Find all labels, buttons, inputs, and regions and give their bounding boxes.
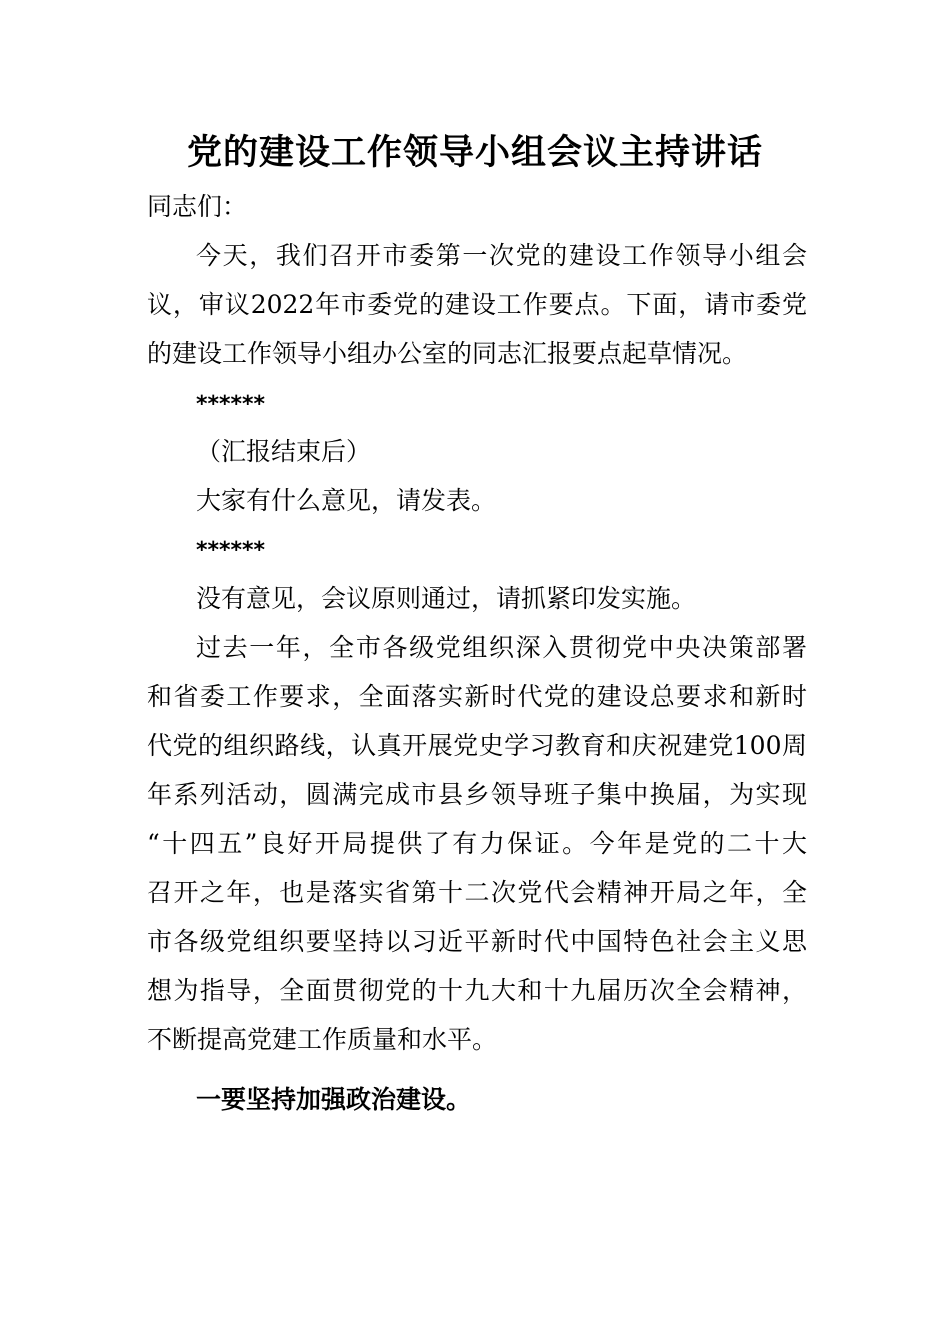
document-title: 党的建设工作领导小组会议主持讲话 [186, 133, 763, 173]
ask-opinions: 大家有什么意见，请发表。 [196, 486, 497, 515]
paragraph2-line: 市各级党组织要坚持以习近平新时代中国特色社会主义思 [147, 927, 807, 956]
separator: ****** [196, 538, 266, 563]
salutation: 同志们： [147, 192, 248, 221]
paragraph1-line: 议，审议2022年市委党的建设工作要点。下面，请市委党 [147, 290, 807, 319]
separator: ****** [196, 392, 266, 417]
paragraph2-line: 年系列活动，圆满完成市县乡领导班子集中换届，为实现 [147, 780, 807, 809]
paragraph2-line: 召开之年，也是落实省第十二次党代会精神开局之年，全 [147, 878, 807, 907]
paragraph2-line: 和省委工作要求，全面落实新时代党的建设总要求和新时 [147, 682, 807, 711]
paragraph2-line: “十四五”良好开局提供了有力保证。今年是党的二十大 [147, 829, 807, 858]
paragraph2-line: 代党的组织路线，认真开展党史学习教育和庆祝建党100周 [147, 731, 807, 760]
after-report-note: （汇报结束后） [196, 437, 372, 466]
approval-statement: 没有意见，会议原则通过，请抓紧印发实施。 [196, 584, 697, 613]
paragraph1-line: 的建设工作领导小组办公室的同志汇报要点起草情况。 [147, 339, 748, 368]
section-heading: 一要坚持加强政治建设。 [196, 1085, 472, 1114]
paragraph2-line: 想为指导，全面贯彻党的十九大和十九届历次全会精神， [147, 976, 807, 1005]
paragraph2-line: 不断提高党建工作质量和水平。 [147, 1025, 498, 1054]
paragraph1-line: 今天，我们召开市委第一次党的建设工作领导小组会 [196, 241, 807, 270]
paragraph2-line: 过去一年，全市各级党组织深入贯彻党中央决策部署 [196, 633, 807, 662]
